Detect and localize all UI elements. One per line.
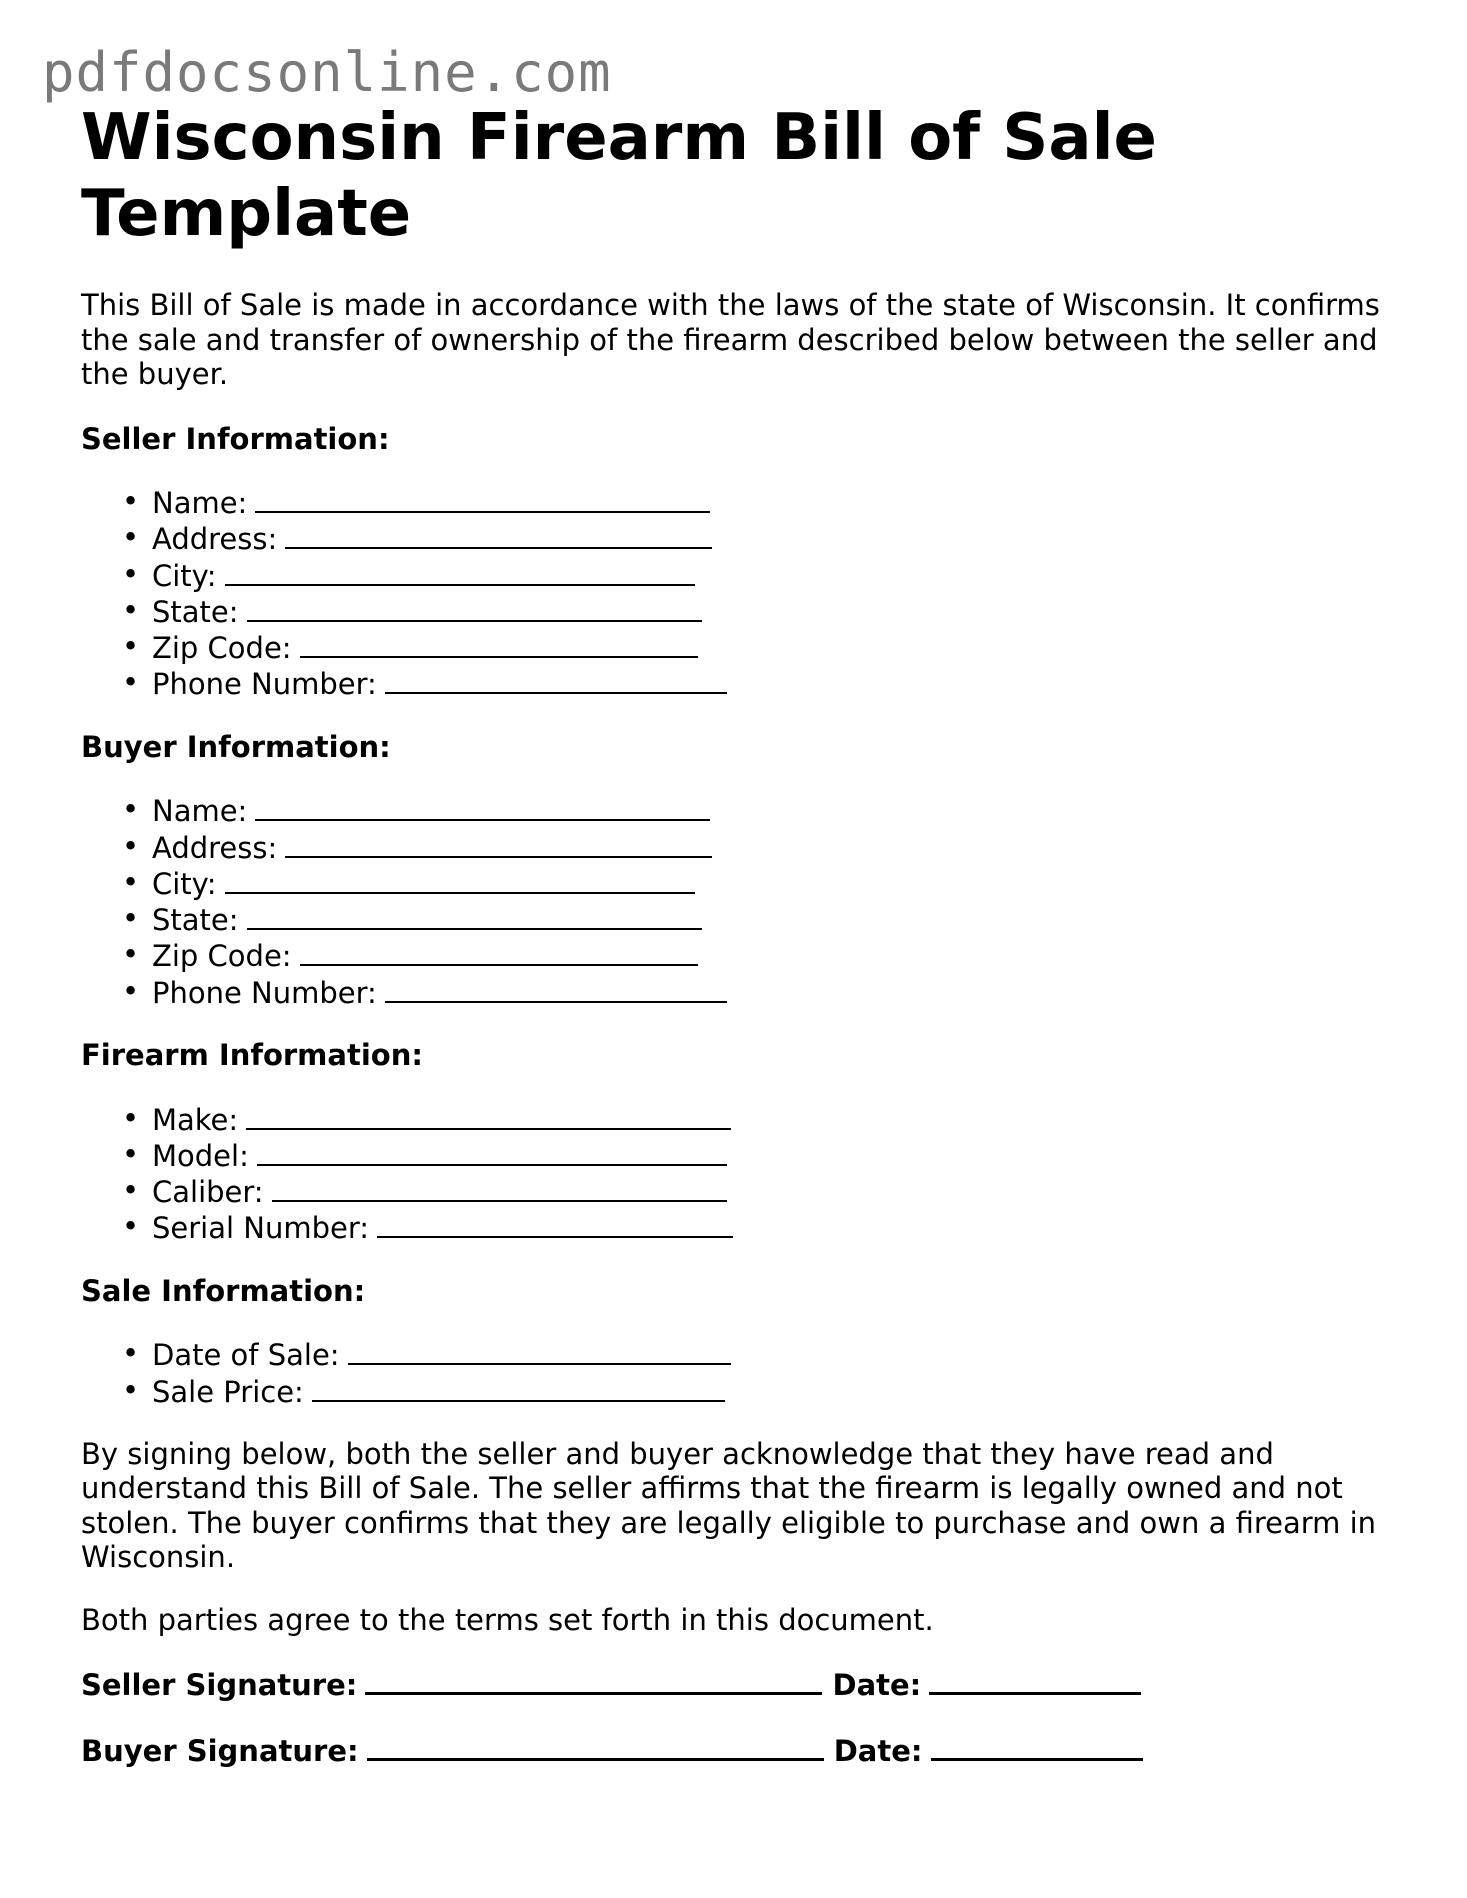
field-label: Phone Number: bbox=[152, 667, 377, 702]
bullet-icon: • bbox=[122, 792, 140, 827]
seller-city-blank[interactable] bbox=[225, 557, 695, 586]
bullet-icon: • bbox=[122, 1209, 140, 1244]
sale-fields-list bbox=[81, 1336, 1401, 1409]
field-label: Phone Number: bbox=[152, 975, 377, 1010]
bullet-icon: • bbox=[122, 973, 140, 1008]
bullet-icon: • bbox=[122, 665, 140, 700]
buyer-address-blank[interactable] bbox=[285, 829, 712, 858]
bullet-icon: • bbox=[122, 1136, 140, 1171]
buyer-zip-field bbox=[122, 937, 1401, 974]
seller-signature-row bbox=[81, 1665, 1401, 1703]
field-label: Name: bbox=[152, 794, 248, 829]
firearm-model-blank[interactable] bbox=[257, 1137, 727, 1166]
firearm-make-blank[interactable] bbox=[246, 1101, 731, 1130]
seller-city-field bbox=[122, 556, 1401, 593]
field-label: Zip Code: bbox=[152, 631, 292, 666]
firearm-serial-blank[interactable] bbox=[377, 1209, 733, 1238]
field-label: Name: bbox=[152, 486, 248, 520]
field-label: Model: bbox=[152, 1138, 249, 1173]
buyer-city-field bbox=[122, 864, 1401, 901]
field-label: Address: bbox=[152, 830, 278, 865]
firearm-caliber-field bbox=[122, 1173, 1401, 1210]
seller-date-label: Date: bbox=[832, 1668, 922, 1703]
seller-zip-field bbox=[122, 629, 1401, 666]
seller-fields-list bbox=[81, 484, 1401, 702]
buyer-state-field bbox=[122, 901, 1401, 938]
seller-phone-blank[interactable] bbox=[385, 665, 727, 694]
seller-address-blank[interactable] bbox=[285, 520, 712, 549]
bullet-icon: • bbox=[122, 901, 140, 936]
buyer-phone-blank[interactable] bbox=[385, 974, 727, 1003]
bullet-icon: • bbox=[122, 1336, 140, 1371]
field-label: Sale Price: bbox=[152, 1374, 304, 1409]
bullet-icon: • bbox=[122, 592, 140, 627]
field-label: State: bbox=[152, 594, 239, 629]
bullet-icon: • bbox=[122, 556, 140, 591]
buyer-signature-row bbox=[81, 1731, 1401, 1769]
bullet-icon: • bbox=[122, 484, 140, 518]
field-label: Caliber: bbox=[152, 1175, 264, 1210]
bullet-icon: • bbox=[122, 1100, 140, 1135]
document-page bbox=[81, 100, 1401, 1768]
bullet-icon: • bbox=[122, 937, 140, 972]
seller-state-field bbox=[122, 592, 1401, 629]
seller-state-blank[interactable] bbox=[247, 593, 702, 622]
buyer-date-label: Date: bbox=[833, 1733, 923, 1768]
buyer-phone-field bbox=[122, 973, 1401, 1010]
buyer-state-blank[interactable] bbox=[247, 901, 702, 930]
field-label: Serial Number: bbox=[152, 1211, 370, 1246]
sale-date-field bbox=[122, 1336, 1401, 1373]
acknowledgement-paragraph: By signing below, both the seller and buyer acknowledge that they have read and understand this Bill of Sale. The seller affirms that the firearm is legally owned and not stolen. The buyer confirms that they are legally eligible to purchase and own a firearm in Wisconsin. bbox=[81, 1436, 1377, 1575]
firearm-caliber-blank[interactable] bbox=[272, 1173, 727, 1202]
seller-name-field bbox=[122, 484, 1401, 520]
buyer-section-heading: Buyer Information: bbox=[81, 729, 391, 764]
firearm-section-heading: Firearm Information: bbox=[81, 1038, 423, 1073]
sale-date-blank[interactable] bbox=[348, 1336, 731, 1365]
bullet-icon: • bbox=[122, 1372, 140, 1407]
bullet-icon: • bbox=[122, 864, 140, 899]
buyer-zip-blank[interactable] bbox=[300, 937, 698, 966]
seller-date-blank[interactable] bbox=[929, 1665, 1141, 1695]
site-watermark: pdfdocsonline.com bbox=[42, 41, 612, 104]
bullet-icon: • bbox=[122, 520, 140, 555]
seller-phone-field bbox=[122, 665, 1401, 702]
sale-price-blank[interactable] bbox=[312, 1373, 725, 1402]
field-label: Address: bbox=[152, 522, 278, 557]
seller-signature-label: Seller Signature: bbox=[81, 1668, 358, 1703]
buyer-signature-label: Buyer Signature: bbox=[81, 1733, 359, 1768]
buyer-name-blank[interactable] bbox=[255, 792, 710, 821]
buyer-name-field bbox=[122, 792, 1401, 829]
field-label: State: bbox=[152, 903, 239, 938]
firearm-serial-field bbox=[122, 1209, 1401, 1246]
seller-name-blank[interactable] bbox=[255, 484, 710, 513]
firearm-make-field bbox=[122, 1100, 1401, 1137]
intro-paragraph: This Bill of Sale is made in accordance with the laws of the state of Wisconsin. It confirms the sale and transfer of ownership of the firearm described below between the seller and the buyer. bbox=[81, 288, 1380, 391]
field-label: Make: bbox=[152, 1102, 239, 1137]
seller-zip-blank[interactable] bbox=[300, 629, 698, 658]
buyer-signature-blank[interactable] bbox=[367, 1731, 824, 1761]
seller-section-heading: Seller Information: bbox=[81, 421, 390, 456]
document-title: Wisconsin Firearm Bill of Sale Template bbox=[81, 101, 1157, 251]
bullet-icon: • bbox=[122, 629, 140, 664]
buyer-city-blank[interactable] bbox=[225, 865, 695, 894]
seller-address-field bbox=[122, 520, 1401, 557]
agreement-paragraph: Both parties agree to the terms set forth in this document. bbox=[81, 1602, 934, 1637]
field-label: Zip Code: bbox=[152, 939, 292, 974]
seller-signature-blank[interactable] bbox=[365, 1665, 822, 1695]
buyer-date-blank[interactable] bbox=[931, 1731, 1143, 1761]
field-label: City: bbox=[152, 558, 217, 593]
bullet-icon: • bbox=[122, 828, 140, 863]
field-label: Date of Sale: bbox=[152, 1338, 340, 1373]
sale-section-heading: Sale Information: bbox=[81, 1273, 366, 1308]
buyer-address-field bbox=[122, 828, 1401, 865]
field-label: City: bbox=[152, 866, 217, 901]
firearm-model-field bbox=[122, 1136, 1401, 1173]
bullet-icon: • bbox=[122, 1173, 140, 1208]
sale-price-field bbox=[122, 1372, 1401, 1409]
firearm-fields-list bbox=[81, 1101, 1401, 1246]
buyer-fields-list bbox=[81, 792, 1401, 1010]
